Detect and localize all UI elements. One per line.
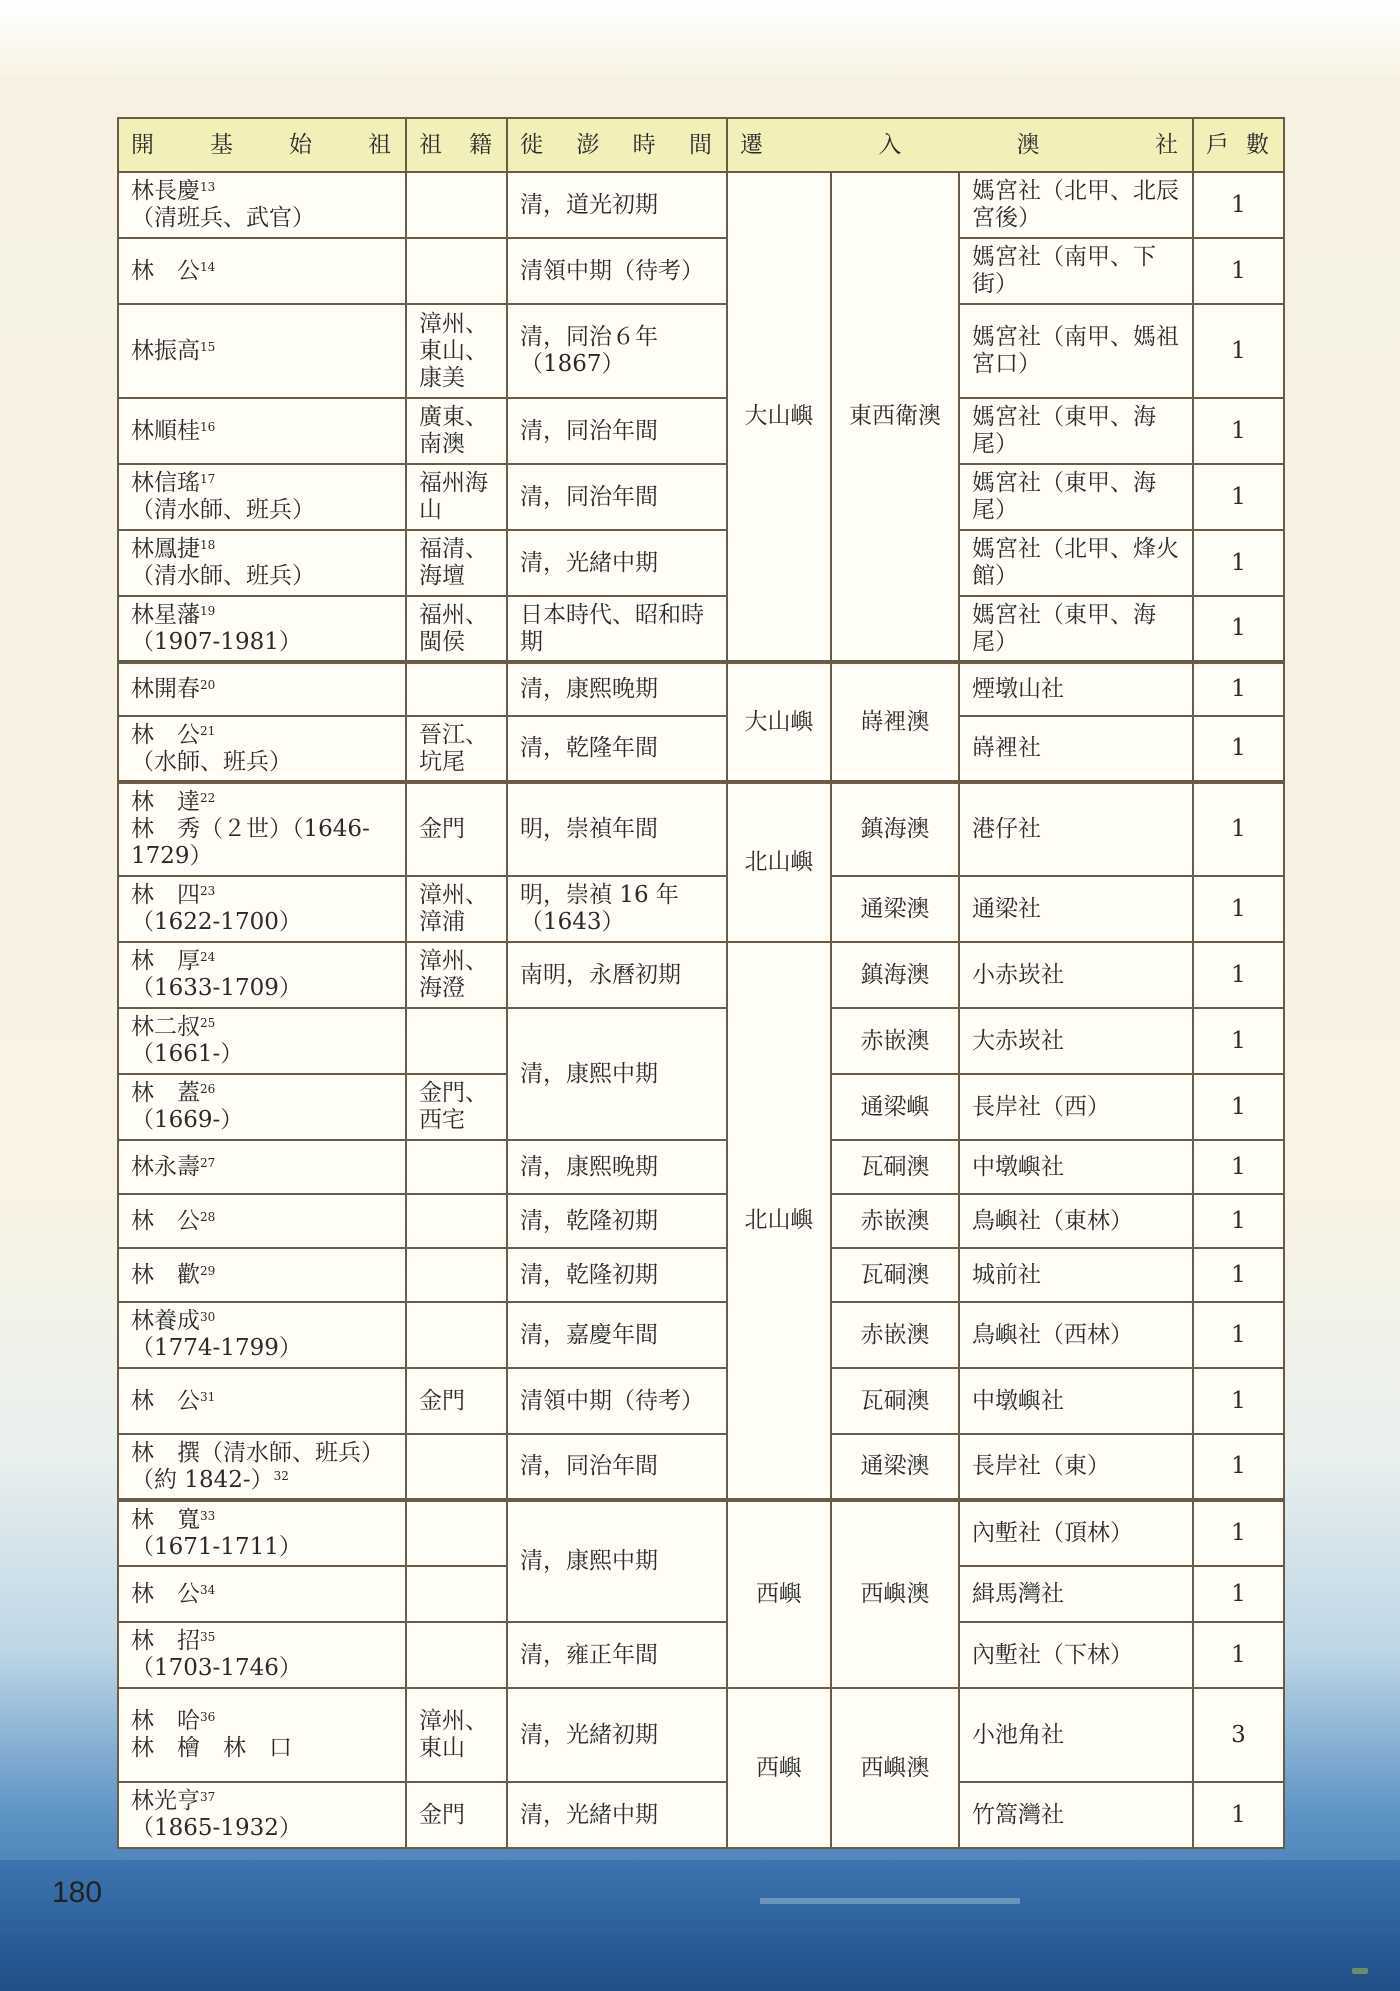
count-cell: 1 <box>1193 238 1284 304</box>
count-cell: 1 <box>1193 1248 1284 1302</box>
village-cell: 大赤崁社 <box>959 1008 1193 1074</box>
founder-cell: 林長慶$^{13}$ （清班兵、武官） <box>118 172 406 238</box>
origin-cell: 金門、西宅 <box>406 1074 507 1140</box>
founder-cell: 林 厚$^{24}$ （1633-1709） <box>118 942 406 1008</box>
table-row <box>118 662 1284 716</box>
founder-cell: 林二叔$^{25}$ （1661-） <box>118 1008 406 1074</box>
village-cell: 港仔社 <box>959 782 1193 876</box>
founder-cell: 林 公$^{34}$ <box>118 1566 406 1622</box>
count-cell: 1 <box>1193 942 1284 1008</box>
count-cell: 1 <box>1193 1368 1284 1434</box>
island-cell: 大山嶼 <box>727 662 831 782</box>
count-cell: 1 <box>1193 1140 1284 1194</box>
island-cell: 北山嶼 <box>727 782 831 942</box>
count-cell: 1 <box>1193 464 1284 530</box>
founder-cell: 林 公$^{28}$ <box>118 1194 406 1248</box>
count-cell: 1 <box>1193 1434 1284 1500</box>
time-cell: 清，同治６年（1867） <box>507 304 727 398</box>
count-cell: 1 <box>1193 1008 1284 1074</box>
count-cell: 1 <box>1193 716 1284 782</box>
harbor-cell: 赤嵌澳 <box>831 1302 959 1368</box>
origin-cell <box>406 1248 507 1302</box>
harbor-cell: 西嶼澳 <box>831 1500 959 1688</box>
table-row <box>118 1140 1284 1194</box>
table-row <box>118 1248 1284 1302</box>
founder-cell: 林振高$^{15}$ <box>118 304 406 398</box>
time-cell: 明，崇禎 16 年（1643） <box>507 876 727 942</box>
origin-cell <box>406 1434 507 1500</box>
village-cell: 小赤崁社 <box>959 942 1193 1008</box>
origin-cell: 漳州、東山 <box>406 1688 507 1782</box>
time-cell: 清，同治年間 <box>507 398 727 464</box>
origin-cell: 金門 <box>406 1368 507 1434</box>
table-row <box>118 1782 1284 1848</box>
time-cell: 清，同治年間 <box>507 464 727 530</box>
origin-cell: 金門 <box>406 1782 507 1848</box>
origin-cell: 福州、閩侯 <box>406 596 507 662</box>
time-cell: 清，乾隆初期 <box>507 1194 727 1248</box>
harbor-cell: 嵵裡澳 <box>831 662 959 782</box>
time-cell: 清，康熙晚期 <box>507 1140 727 1194</box>
lin-ancestor-table <box>117 117 1285 1849</box>
time-cell: 清，同治年間 <box>507 1434 727 1500</box>
horizon-island <box>760 1898 1020 1904</box>
table-row <box>118 1302 1284 1368</box>
founder-cell: 林 寬$^{33}$ （1671-1711） <box>118 1500 406 1566</box>
header-households: 戶 數 <box>1193 118 1284 172</box>
count-cell: 1 <box>1193 1074 1284 1140</box>
time-cell: 清，乾隆年間 <box>507 716 727 782</box>
table-row <box>118 1368 1284 1434</box>
founder-cell: 林 達$^{22}$ 林 秀（２世）（1646-1729） <box>118 782 406 876</box>
founder-cell: 林星藩$^{19}$ （1907-1981） <box>118 596 406 662</box>
header-time: 徙 澎 時 間 <box>507 118 727 172</box>
count-cell: 1 <box>1193 1302 1284 1368</box>
header-founder: 開 基 始 祖 <box>118 118 406 172</box>
page-top-band <box>0 0 1400 90</box>
table-row <box>118 1434 1284 1500</box>
island-cell: 北山嶼 <box>727 942 831 1500</box>
founder-cell: 林光亨$^{37}$ （1865-1932） <box>118 1782 406 1848</box>
harbor-cell: 瓦硐澳 <box>831 1368 959 1434</box>
time-cell: 清，乾隆初期 <box>507 1248 727 1302</box>
founder-cell: 林 蓋$^{26}$ （1669-） <box>118 1074 406 1140</box>
time-cell: 清，康熙晚期 <box>507 662 727 716</box>
table-row <box>118 172 1284 238</box>
harbor-cell: 瓦硐澳 <box>831 1140 959 1194</box>
time-cell: 南明，永曆初期 <box>507 942 727 1008</box>
time-cell: 清領中期（待考） <box>507 238 727 304</box>
count-cell: 1 <box>1193 596 1284 662</box>
origin-cell <box>406 172 507 238</box>
table-row <box>118 716 1284 782</box>
village-cell: 鳥嶼社（西林） <box>959 1302 1193 1368</box>
founder-cell: 林 招$^{35}$ （1703-1746） <box>118 1622 406 1688</box>
founder-cell: 林 哈$^{36}$ 林 檜 林 口 <box>118 1688 406 1782</box>
village-cell: 緝馬灣社 <box>959 1566 1193 1622</box>
village-cell: 中墩嶼社 <box>959 1368 1193 1434</box>
founder-cell: 林開春$^{20}$ <box>118 662 406 716</box>
time-cell: 清，雍正年間 <box>507 1622 727 1688</box>
island-cell: 西嶼 <box>727 1688 831 1848</box>
table-row <box>118 942 1284 1008</box>
harbor-cell: 瓦硐澳 <box>831 1248 959 1302</box>
count-cell: 1 <box>1193 172 1284 238</box>
village-cell: 鳥嶼社（東林） <box>959 1194 1193 1248</box>
time-cell: 清領中期（待考） <box>507 1368 727 1434</box>
origin-cell: 金門 <box>406 782 507 876</box>
count-cell: 1 <box>1193 662 1284 716</box>
village-cell: 煙墩山社 <box>959 662 1193 716</box>
table-row <box>118 596 1284 662</box>
origin-cell: 漳州、漳浦 <box>406 876 507 942</box>
time-cell: 清，康熙中期 <box>507 1500 727 1622</box>
founder-cell: 林 公$^{31}$ <box>118 1368 406 1434</box>
village-cell: 嵵裡社 <box>959 716 1193 782</box>
founder-cell: 林 四$^{23}$ （1622-1700） <box>118 876 406 942</box>
founder-cell: 林 歡$^{29}$ <box>118 1248 406 1302</box>
village-cell: 內塹社（頂林） <box>959 1500 1193 1566</box>
table-row <box>118 464 1284 530</box>
origin-cell <box>406 1008 507 1074</box>
village-cell: 媽宮社（東甲、海尾） <box>959 464 1193 530</box>
sea-background <box>0 1860 1400 1991</box>
origin-cell <box>406 1140 507 1194</box>
count-cell: 1 <box>1193 1500 1284 1566</box>
origin-cell <box>406 1566 507 1622</box>
time-cell: 清，光緒中期 <box>507 530 727 596</box>
table-row <box>118 1622 1284 1688</box>
founder-cell: 林信瑤$^{17}$ （清水師、班兵） <box>118 464 406 530</box>
harbor-cell: 通梁嶼 <box>831 1074 959 1140</box>
village-cell: 內塹社（下林） <box>959 1622 1193 1688</box>
count-cell: 1 <box>1193 398 1284 464</box>
time-cell: 清，道光初期 <box>507 172 727 238</box>
village-cell: 媽宮社（北甲、北辰宮後） <box>959 172 1193 238</box>
origin-cell <box>406 1302 507 1368</box>
count-cell: 1 <box>1193 1622 1284 1688</box>
village-cell: 城前社 <box>959 1248 1193 1302</box>
origin-cell: 晉江、坑尾 <box>406 716 507 782</box>
village-cell: 中墩嶼社 <box>959 1140 1193 1194</box>
origin-cell <box>406 662 507 716</box>
count-cell: 1 <box>1193 782 1284 876</box>
harbor-cell: 東西衛澳 <box>831 172 959 662</box>
table-row <box>118 1688 1284 1782</box>
origin-cell <box>406 1622 507 1688</box>
boat-icon <box>1352 1968 1368 1974</box>
origin-cell: 漳州、東山、康美 <box>406 304 507 398</box>
time-cell: 清，光緒中期 <box>507 1782 727 1848</box>
harbor-cell: 鎮海澳 <box>831 782 959 876</box>
village-cell: 媽宮社（北甲、烽火館） <box>959 530 1193 596</box>
table-row <box>118 304 1284 398</box>
count-cell: 1 <box>1193 1782 1284 1848</box>
table-row <box>118 530 1284 596</box>
village-cell: 長岸社（東） <box>959 1434 1193 1500</box>
harbor-cell: 赤嵌澳 <box>831 1008 959 1074</box>
time-cell: 清，嘉慶年間 <box>507 1302 727 1368</box>
count-cell: 1 <box>1193 1566 1284 1622</box>
founder-cell: 林 公$^{14}$ <box>118 238 406 304</box>
harbor-cell: 鎮海澳 <box>831 942 959 1008</box>
founder-cell: 林順桂$^{16}$ <box>118 398 406 464</box>
origin-cell <box>406 1194 507 1248</box>
table-row <box>118 876 1284 942</box>
origin-cell <box>406 1500 507 1566</box>
table-row <box>118 1194 1284 1248</box>
village-cell: 媽宮社（南甲、媽祖宮口） <box>959 304 1193 398</box>
header-destination: 遷 入 澳 社 <box>727 118 1193 172</box>
harbor-cell: 通梁澳 <box>831 1434 959 1500</box>
founder-cell: 林養成$^{30}$ （1774-1799） <box>118 1302 406 1368</box>
time-cell: 明，崇禎年間 <box>507 782 727 876</box>
count-cell: 1 <box>1193 1194 1284 1248</box>
village-cell: 媽宮社（南甲、下街） <box>959 238 1193 304</box>
origin-cell <box>406 238 507 304</box>
founder-cell: 林永壽$^{27}$ <box>118 1140 406 1194</box>
island-cell: 西嶼 <box>727 1500 831 1688</box>
harbor-cell: 西嶼澳 <box>831 1688 959 1848</box>
table-header <box>118 118 1284 172</box>
founder-cell: 林鳳捷$^{18}$ （清水師、班兵） <box>118 530 406 596</box>
origin-cell: 福清、海壇 <box>406 530 507 596</box>
table-row <box>118 1008 1284 1074</box>
count-cell: 3 <box>1193 1688 1284 1782</box>
origin-cell: 福州海山 <box>406 464 507 530</box>
table-row <box>118 782 1284 876</box>
founder-cell: 林 公$^{21}$ （水師、班兵） <box>118 716 406 782</box>
table-row <box>118 398 1284 464</box>
page-number: 180 <box>52 1876 103 1909</box>
village-cell: 媽宮社（東甲、海尾） <box>959 596 1193 662</box>
harbor-cell: 赤嵌澳 <box>831 1194 959 1248</box>
village-cell: 小池角社 <box>959 1688 1193 1782</box>
table-row <box>118 1500 1284 1566</box>
header-origin: 祖 籍 <box>406 118 507 172</box>
village-cell: 竹篙灣社 <box>959 1782 1193 1848</box>
count-cell: 1 <box>1193 304 1284 398</box>
village-cell: 通梁社 <box>959 876 1193 942</box>
village-cell: 長岸社（西） <box>959 1074 1193 1140</box>
time-cell: 日本時代、昭和時期 <box>507 596 727 662</box>
count-cell: 1 <box>1193 876 1284 942</box>
time-cell: 清，康熙中期 <box>507 1008 727 1140</box>
harbor-cell: 通梁澳 <box>831 876 959 942</box>
island-cell: 大山嶼 <box>727 172 831 662</box>
table-row <box>118 238 1284 304</box>
time-cell: 清，光緒初期 <box>507 1688 727 1782</box>
origin-cell: 漳州、海澄 <box>406 942 507 1008</box>
origin-cell: 廣東、南澳 <box>406 398 507 464</box>
village-cell: 媽宮社（東甲、海尾） <box>959 398 1193 464</box>
count-cell: 1 <box>1193 530 1284 596</box>
founder-cell: 林 撰（清水師、班兵）（約 1842-）$^{32}$ <box>118 1434 406 1500</box>
